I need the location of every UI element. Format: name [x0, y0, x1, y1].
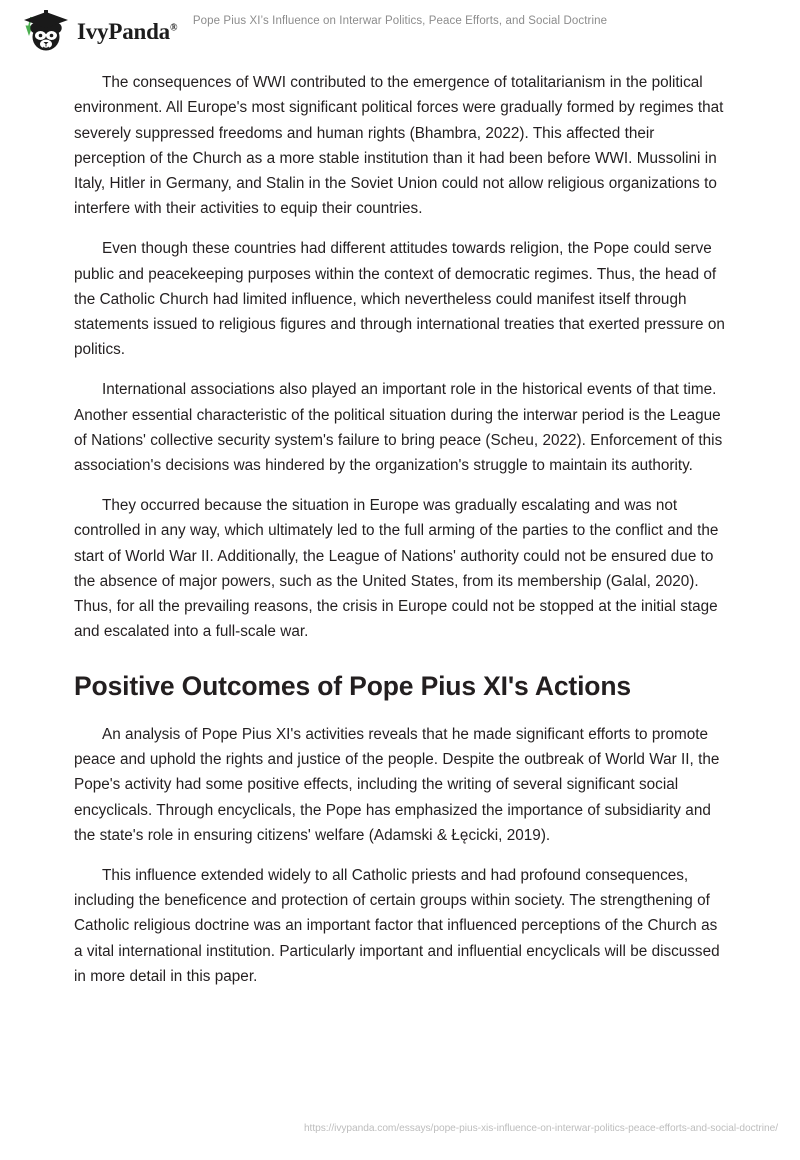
body-paragraph: An analysis of Pope Pius XI's activities reveals that he made significant efforts to promote peace and uphold the rights and justice of the people. Despite the outbreak of World War II, the Pope's activity had some positive effects, including the writing of several significant social encyclicals. Through encyclicals, the Pope has emphasized the importance of subsidiarity and the state's role in ensuring citizens' welfare (Adamski & Łęcicki, 2019).: [74, 725, 720, 844]
body-paragraph: They occurred because the situation in Europe was gradually escalating and was not controlled in any way, which ultimately led to the full arming of the parties to the conflict and the start of World War II. Additionally, the League of Nations' authority could not be ensured due to the absence of major powers, such as the United States, from its membership (Galal, 2020). Thus, for all the prevailing reasons, the crisis in Europe could not be stopped at the initial stage and escalated into a full-scale war.: [74, 496, 719, 641]
body-paragraph: International associations also played an important role in the historical events of that time. Another essential characteristic of the political situation during the interwar period is the League of Nations' collective security system's failure to bring peace (Scheu, 2022). Enforcement of this association's decisions was hindered by the organization's struggle to maintain its authority.: [74, 381, 723, 475]
body-paragraph: Even though these countries had different attitudes towards religion, the Pope could serve public and peacekeeping purposes within the context of democratic regimes. Thus, the head of the Catholic Church had limited influence, which nevertheless could manifest itself through statements issued to religious figures and through international treaties that exerted pressure on politics.: [74, 240, 725, 359]
brand-name-text: IvyPanda: [77, 18, 170, 44]
document-header-title: Pope Pius XI’s Influence on Interwar Politics, Peace Efforts, and Social Doctrine: [192, 15, 608, 27]
document-body: [74, 70, 726, 1004]
section-heading: Positive Outcomes of Pope Pius XI's Actions: [74, 670, 631, 701]
source-url-link[interactable]: https://ivypanda.com/essays/pope-pius-xis-influence-on-interwar-politics-peace-efforts-and-social-doctrine/: [303, 1123, 778, 1134]
body-paragraph: The consequences of WWI contributed to the emergence of totalitarianism in the political environment. All Europe's most significant political forces were gradually formed by regimes that severely suppressed freedoms and human rights (Bhambra, 2022). This affected their perception of the Church as a more stable institution than it had been before WWI. Mussolini in Italy, Hitler in Germany, and Stalin in the Soviet Union could not allow religious organizations to interfere with their activities to equip their countries.: [74, 74, 724, 218]
registered-trademark-icon: ®: [169, 21, 178, 33]
body-paragraph: This influence extended widely to all Catholic priests and had profound consequences, including the beneficence and protection of certain groups within society. The strengthening of Catholic religious doctrine was an important factor that influenced perceptions of the Church as a vital international institution. Particularly important and influential encyclicals will be discussed in more detail in this paper.: [74, 866, 720, 985]
page-footer: [0, 1118, 778, 1136]
page-header: [0, 0, 800, 62]
